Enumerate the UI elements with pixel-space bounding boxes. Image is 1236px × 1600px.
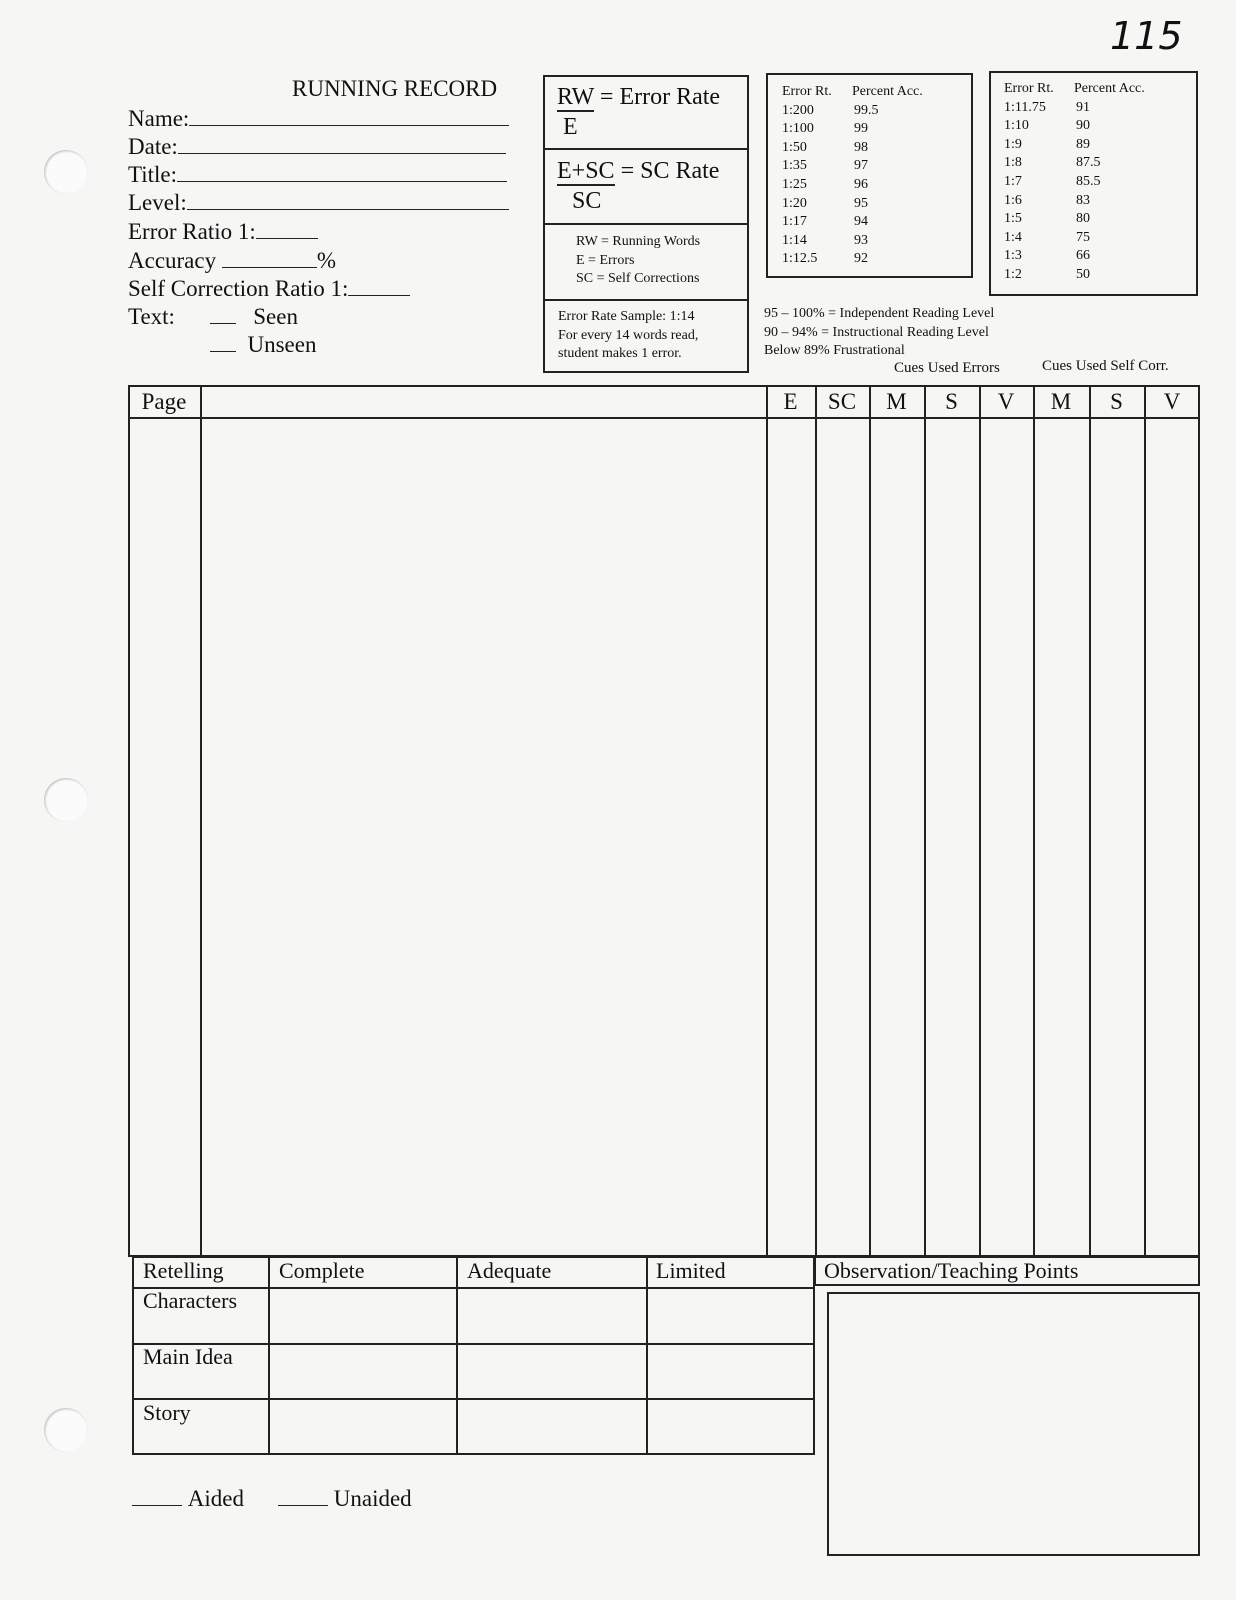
legend: RW = Running Words E = Errors SC = Self Corrections	[576, 234, 701, 287]
title-field[interactable]: Title:	[128, 161, 507, 189]
grid-header-s: S	[945, 389, 958, 414]
table-row: 1:10 90	[1004, 118, 1090, 134]
error-ratio-field[interactable]: Error Ratio 1:	[128, 218, 318, 246]
grid-header-sc: SC	[827, 389, 857, 414]
retelling-table	[132, 1256, 815, 1455]
table-row: 1:17 94	[782, 214, 868, 230]
grid-header-s: S	[1110, 389, 1123, 414]
table-row: 1:9 89	[1004, 136, 1090, 152]
unaided-option[interactable]: Unaided	[278, 1485, 412, 1513]
error-rate-header: Error Rt.	[1004, 81, 1054, 96]
text-label: Text:	[128, 304, 175, 329]
sc-ratio-field[interactable]: Self Correction Ratio 1:	[128, 275, 410, 303]
error-rate-formula: RW = Error Rate	[557, 84, 721, 110]
complete-header: Complete	[279, 1258, 365, 1283]
retelling-header: Retelling	[143, 1258, 224, 1283]
table-row: 1:7 85.5	[1004, 173, 1101, 189]
form-title: RUNNING RECORD	[292, 76, 498, 101]
table-row: 1:12.5 92	[782, 251, 868, 267]
unseen-option[interactable]: Unseen	[210, 331, 316, 359]
table-row: 1:35 97	[782, 158, 868, 174]
level-field[interactable]: Level:	[128, 189, 509, 217]
observation-box[interactable]	[827, 1292, 1200, 1556]
observation-label: Observation/Teaching Points	[824, 1258, 1079, 1283]
page-number: 115	[1110, 14, 1183, 58]
table-row: 1:6 83	[1004, 192, 1090, 208]
grid-header-m: M	[886, 389, 907, 414]
table-row: 1:50 98	[782, 139, 868, 155]
error-rate-sample: Error Rate Sample: 1:14 For every 14 words read, student makes 1 error.	[558, 309, 699, 362]
grid-header-page: Page	[141, 389, 187, 414]
cues-errors-label: Cues Used Errors	[894, 360, 1000, 376]
grid-header-e: E	[783, 389, 798, 414]
punch-hole	[44, 1408, 88, 1452]
grid-header-v: V	[997, 389, 1015, 414]
characters-row: Characters	[143, 1288, 238, 1313]
limited-header: Limited	[656, 1258, 726, 1283]
grid-header-m: M	[1050, 389, 1072, 414]
running-record-grid	[128, 385, 1200, 1257]
table-row: 1:100 99	[782, 121, 868, 137]
grid-header-v: V	[1163, 389, 1181, 414]
table-row: 1:20 95	[782, 195, 868, 211]
punch-hole	[44, 150, 88, 194]
table-row: 1:200 99.5	[782, 102, 879, 118]
table-row: 1:2 50	[1004, 266, 1090, 282]
adequate-header: Adequate	[467, 1258, 552, 1283]
seen-option[interactable]: Seen	[210, 303, 298, 331]
name-field[interactable]: Name:	[128, 105, 509, 133]
table-row: 1:5 80	[1004, 211, 1090, 227]
cues-sc-label: Cues Used Self Corr.	[1042, 358, 1169, 374]
error-rate-header: Error Rt.	[782, 84, 832, 99]
table-row: 1:25 96	[782, 176, 868, 192]
punch-hole	[44, 778, 88, 822]
story-row: Story	[143, 1400, 191, 1425]
percent-acc-header: Percent Acc.	[852, 84, 923, 99]
main-idea-row: Main Idea	[143, 1344, 233, 1369]
table-row: 1:3 66	[1004, 248, 1090, 264]
formula-denominator: SC	[572, 188, 602, 214]
formula-denominator: E	[563, 114, 578, 140]
date-field[interactable]: Date:	[128, 133, 506, 161]
aided-option[interactable]: Aided	[132, 1485, 244, 1513]
table-row: 1:8 87.5	[1004, 155, 1101, 171]
accuracy-field[interactable]: Accuracy %	[128, 248, 337, 273]
percent-acc-header: Percent Acc.	[1074, 81, 1145, 96]
reading-levels: 95 – 100% = Independent Reading Level 90 – 94% = Instructional Reading Level Below 89% Frustrational	[764, 306, 995, 359]
table-row: 1:11.75 91	[1004, 99, 1090, 115]
table-row: 1:14 93	[782, 232, 868, 248]
table-row: 1:4 75	[1004, 229, 1090, 245]
sc-rate-formula: E+SC = SC Rate	[557, 158, 720, 184]
